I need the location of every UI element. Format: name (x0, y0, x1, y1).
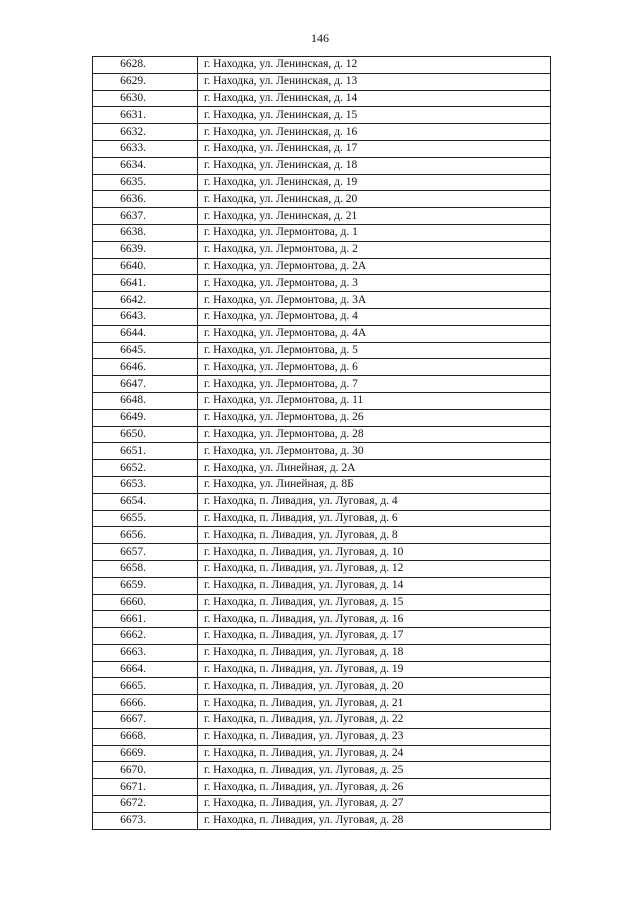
table-row (93, 325, 551, 342)
table-row (93, 460, 551, 477)
table-row (93, 796, 551, 813)
table-row (93, 493, 551, 510)
row-number: 6654. (93, 493, 198, 510)
row-number: 6632. (93, 124, 198, 141)
row-address: г. Находка, ул. Лермонтова, д. 5 (198, 342, 551, 359)
table-row (93, 560, 551, 577)
row-address: г. Находка, п. Ливадия, ул. Луговая, д. 28 (198, 812, 551, 829)
row-number: 6629. (93, 73, 198, 90)
table-row (93, 292, 551, 309)
table-row (93, 107, 551, 124)
row-address: г. Находка, п. Ливадия, ул. Луговая, д. 17 (198, 628, 551, 645)
row-number: 6669. (93, 745, 198, 762)
row-address: г. Находка, ул. Лермонтова, д. 4 (198, 308, 551, 325)
row-number: 6639. (93, 241, 198, 258)
row-number: 6660. (93, 594, 198, 611)
row-address: г. Находка, ул. Ленинская, д. 18 (198, 157, 551, 174)
table-row (93, 661, 551, 678)
row-number: 6659. (93, 577, 198, 594)
row-address: г. Находка, п. Ливадия, ул. Луговая, д. 10 (198, 544, 551, 561)
table-row (93, 359, 551, 376)
table-row (93, 779, 551, 796)
row-number: 6643. (93, 308, 198, 325)
table-row (93, 745, 551, 762)
row-number: 6661. (93, 611, 198, 628)
table-row (93, 90, 551, 107)
row-number: 6673. (93, 812, 198, 829)
row-number: 6651. (93, 443, 198, 460)
row-number: 6663. (93, 644, 198, 661)
table-row (93, 695, 551, 712)
row-number: 6631. (93, 107, 198, 124)
table-row (93, 611, 551, 628)
table-row (93, 140, 551, 157)
row-address: г. Находка, ул. Ленинская, д. 17 (198, 140, 551, 157)
row-number: 6648. (93, 392, 198, 409)
address-table (92, 56, 551, 830)
row-number: 6652. (93, 460, 198, 477)
row-address: г. Находка, ул. Лермонтова, д. 30 (198, 443, 551, 460)
table-row (93, 191, 551, 208)
row-address: г. Находка, п. Ливадия, ул. Луговая, д. 14 (198, 577, 551, 594)
row-address: г. Находка, ул. Линейная, д. 8Б (198, 476, 551, 493)
row-address: г. Находка, ул. Лермонтова, д. 2 (198, 241, 551, 258)
table-row (93, 712, 551, 729)
table-row (93, 208, 551, 225)
row-address: г. Находка, ул. Лермонтова, д. 28 (198, 426, 551, 443)
row-number: 6656. (93, 527, 198, 544)
table-row (93, 678, 551, 695)
row-address: г. Находка, п. Ливадия, ул. Луговая, д. 12 (198, 560, 551, 577)
row-address: г. Находка, ул. Лермонтова, д. 3А (198, 292, 551, 309)
row-number: 6672. (93, 796, 198, 813)
address-table-body (93, 57, 551, 830)
table-row (93, 57, 551, 74)
row-address: г. Находка, п. Ливадия, ул. Луговая, д. 6 (198, 510, 551, 527)
row-address: г. Находка, ул. Ленинская, д. 12 (198, 57, 551, 74)
row-number: 6649. (93, 409, 198, 426)
table-row (93, 392, 551, 409)
row-number: 6641. (93, 275, 198, 292)
table-row (93, 762, 551, 779)
row-address: г. Находка, п. Ливадия, ул. Луговая, д. 21 (198, 695, 551, 712)
row-number: 6635. (93, 174, 198, 191)
table-row (93, 728, 551, 745)
row-number: 6647. (93, 376, 198, 393)
row-address: г. Находка, ул. Лермонтова, д. 6 (198, 359, 551, 376)
row-address: г. Находка, ул. Ленинская, д. 15 (198, 107, 551, 124)
row-number: 6670. (93, 762, 198, 779)
row-number: 6640. (93, 258, 198, 275)
row-number: 6642. (93, 292, 198, 309)
row-address: г. Находка, п. Ливадия, ул. Луговая, д. 19 (198, 661, 551, 678)
row-number: 6646. (93, 359, 198, 376)
table-row (93, 174, 551, 191)
row-address: г. Находка, п. Ливадия, ул. Луговая, д. 26 (198, 779, 551, 796)
table-row (93, 124, 551, 141)
row-number: 6665. (93, 678, 198, 695)
row-number: 6630. (93, 90, 198, 107)
row-number: 6655. (93, 510, 198, 527)
row-number: 6664. (93, 661, 198, 678)
row-number: 6653. (93, 476, 198, 493)
row-address: г. Находка, ул. Ленинская, д. 20 (198, 191, 551, 208)
table-row (93, 510, 551, 527)
row-address: г. Находка, ул. Лермонтова, д. 11 (198, 392, 551, 409)
row-number: 6668. (93, 728, 198, 745)
row-address: г. Находка, ул. Лермонтова, д. 7 (198, 376, 551, 393)
row-address: г. Находка, п. Ливадия, ул. Луговая, д. 15 (198, 594, 551, 611)
row-address: г. Находка, п. Ливадия, ул. Луговая, д. 24 (198, 745, 551, 762)
row-number: 6662. (93, 628, 198, 645)
table-row (93, 258, 551, 275)
row-number: 6633. (93, 140, 198, 157)
row-address: г. Находка, п. Ливадия, ул. Луговая, д. 20 (198, 678, 551, 695)
row-address: г. Находка, ул. Ленинская, д. 14 (198, 90, 551, 107)
table-row (93, 527, 551, 544)
table-row (93, 476, 551, 493)
row-number: 6667. (93, 712, 198, 729)
row-number: 6637. (93, 208, 198, 225)
table-row (93, 577, 551, 594)
row-address: г. Находка, ул. Лермонтова, д. 3 (198, 275, 551, 292)
row-address: г. Находка, п. Ливадия, ул. Луговая, д. 27 (198, 796, 551, 813)
page-number: 146 (311, 31, 329, 45)
row-address: г. Находка, п. Ливадия, ул. Луговая, д. 23 (198, 728, 551, 745)
row-address: г. Находка, п. Ливадия, ул. Луговая, д. 8 (198, 527, 551, 544)
row-number: 6636. (93, 191, 198, 208)
table-row (93, 544, 551, 561)
row-number: 6650. (93, 426, 198, 443)
table-row (93, 594, 551, 611)
row-number: 6644. (93, 325, 198, 342)
row-address: г. Находка, ул. Ленинская, д. 21 (198, 208, 551, 225)
row-number: 6645. (93, 342, 198, 359)
table-row (93, 73, 551, 90)
row-address: г. Находка, ул. Ленинская, д. 19 (198, 174, 551, 191)
table-row (93, 308, 551, 325)
row-number: 6658. (93, 560, 198, 577)
row-address: г. Находка, ул. Лермонтова, д. 26 (198, 409, 551, 426)
row-number: 6671. (93, 779, 198, 796)
row-address: г. Находка, п. Ливадия, ул. Луговая, д. 16 (198, 611, 551, 628)
row-number: 6657. (93, 544, 198, 561)
row-address: г. Находка, ул. Лермонтова, д. 1 (198, 224, 551, 241)
table-row (93, 342, 551, 359)
table-row (93, 275, 551, 292)
row-number: 6628. (93, 57, 198, 74)
table-row (93, 628, 551, 645)
table-row (93, 409, 551, 426)
table-row (93, 224, 551, 241)
table-row (93, 443, 551, 460)
table-row (93, 812, 551, 829)
table-row (93, 376, 551, 393)
table-row (93, 426, 551, 443)
row-address: г. Находка, п. Ливадия, ул. Луговая, д. 4 (198, 493, 551, 510)
table-row (93, 644, 551, 661)
table-row (93, 241, 551, 258)
row-number: 6666. (93, 695, 198, 712)
row-number: 6638. (93, 224, 198, 241)
row-address: г. Находка, ул. Ленинская, д. 16 (198, 124, 551, 141)
row-address: г. Находка, п. Ливадия, ул. Луговая, д. 25 (198, 762, 551, 779)
row-address: г. Находка, ул. Ленинская, д. 13 (198, 73, 551, 90)
row-address: г. Находка, ул. Лермонтова, д. 4А (198, 325, 551, 342)
row-address: г. Находка, ул. Линейная, д. 2А (198, 460, 551, 477)
row-address: г. Находка, п. Ливадия, ул. Луговая, д. 18 (198, 644, 551, 661)
row-number: 6634. (93, 157, 198, 174)
table-row (93, 157, 551, 174)
row-address: г. Находка, п. Ливадия, ул. Луговая, д. 22 (198, 712, 551, 729)
row-address: г. Находка, ул. Лермонтова, д. 2А (198, 258, 551, 275)
